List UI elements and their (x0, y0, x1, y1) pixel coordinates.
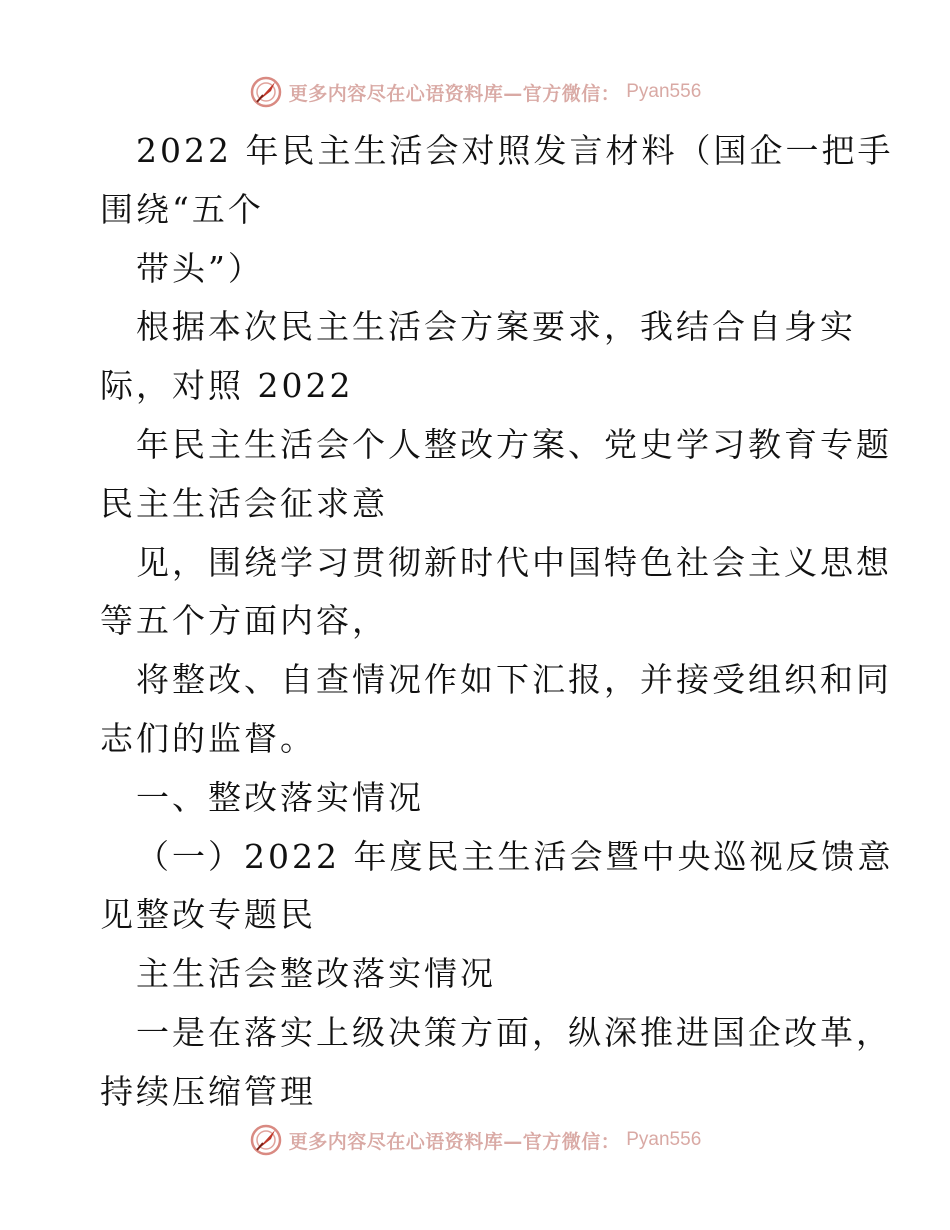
body-line: 根据本次民主生活会方案要求，我结合自身实 (136, 307, 856, 347)
footer-banner-id: Pyan556 (626, 1129, 702, 1150)
body-line: 围绕“五个 (100, 189, 264, 229)
body-line: 际，对照 2022 (100, 366, 354, 406)
quill-logo-icon (249, 1123, 283, 1157)
section-heading: 一、整改落实情况 (136, 777, 424, 817)
body-line: 2022 年民主生活会对照发言材料（国企一把手 (136, 131, 894, 170)
header-banner-text: 更多内容尽在心语资料库—官方微信： (288, 82, 621, 105)
footer-watermark-banner (0, 1120, 950, 1160)
body-line: 见，围绕学习贯彻新时代中国特色社会主义思想 (136, 542, 892, 582)
body-line: 带头”） (136, 248, 264, 288)
header-watermark-banner (0, 72, 950, 112)
body-line: 等五个方面内容， (100, 601, 388, 641)
footer-banner-text: 更多内容尽在心语资料库—官方微信： (288, 1130, 621, 1153)
header-banner-id: Pyan556 (626, 81, 702, 102)
body-line: 民主生活会征求意 (100, 483, 388, 523)
body-line: 一是在落实上级决策方面，纵深推进国企改革， (136, 1012, 892, 1052)
body-line: 见整改专题民 (100, 895, 316, 935)
document-body (100, 122, 894, 1122)
body-line: 志们的监督。 (100, 718, 316, 758)
body-line: 将整改、自查情况作如下汇报，并接受组织和同 (136, 660, 892, 700)
body-line: 主生活会整改落实情况 (136, 954, 496, 994)
quill-logo-icon (249, 75, 283, 109)
body-line: 持续压缩管理 (100, 1071, 316, 1111)
body-line: 年民主生活会个人整改方案、党史学习教育专题 (136, 424, 892, 464)
subsection-heading: （一）2022 年度民主生活会暨中央巡视反馈意 (136, 836, 894, 876)
